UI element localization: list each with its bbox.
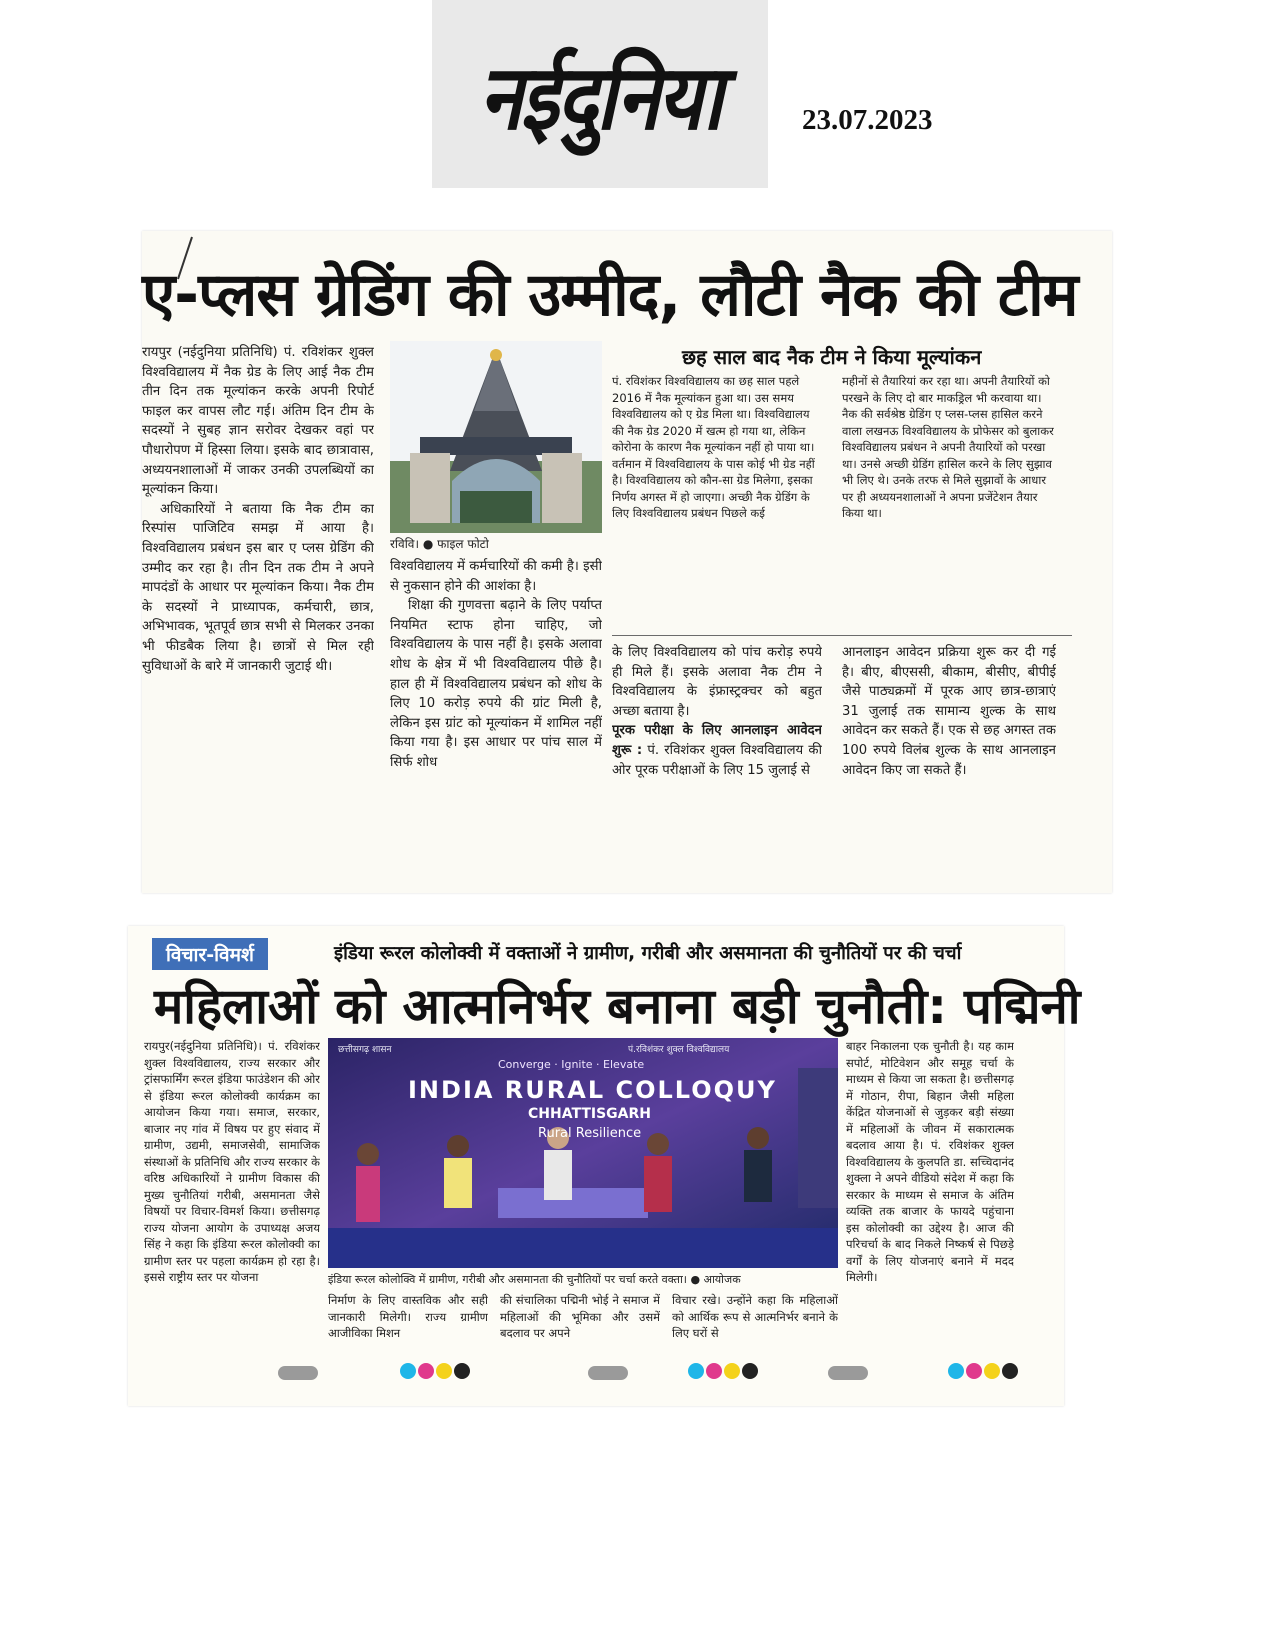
reg-dot-magenta	[966, 1363, 982, 1379]
banner-title: INDIA RURAL COLLOQUY	[408, 1076, 777, 1104]
article2-kicker: इंडिया रूरल कोलोक्वी में वक्ताओं ने ग्रामीण, गरीबी और असमानता की चुनौतियों पर की चर्चा	[334, 943, 962, 964]
news-clipping-naac	[142, 231, 1112, 893]
article1-box-heading: छह साल बाद नैक टीम ने किया मूल्यांकन	[682, 345, 982, 369]
article2-right-col: बाहर निकालना एक चुनौती है। यह काम सपोर्ट, मोटिवेशन और समूह चर्चा के माध्यम से किया जा सकता है। छत्तीसगढ़ में गोठान, रीपा, बिहान जैसी महिला केंद्रित योजनाओं से जुड़कर बड़ी संख्या में महिलाओं के जीवन में सकारात्मक बदलाव आया है। पं. रविशंकर शुक्ल विश्वविद्यालय के कुलपति डा. सच्चिदानंद शुक्ला ने अपने वीडियो संदेश में कहा कि सरकार के माध्यम से समाज के अंतिम व्यक्ति तक बाजार के फायदे पहुंचाना इस कोलोक्वी का उद्देश्य है। आज की परिचर्चा के बाद निकले निष्कर्ष से पिछड़े वर्गों के लिए योजनाएं बनाने में मदद मिलेगी।	[846, 1039, 1014, 1284]
news-clipping-colloquy	[128, 926, 1081, 1406]
banner-tagline: Converge · Ignite · Elevate	[498, 1058, 645, 1071]
article2-bottom-col3: विचार रखे। उन्होंने कहा कि महिलाओं को आर्थिक रूप से आत्मनिर्भर बनाने के लिए घरों से	[672, 1293, 838, 1340]
article2-bottom-col1: निर्माण के लिए वास्तविक और सही जानकारी मिलेगी। राज्य ग्रामीण आजीविका मिशन	[328, 1293, 488, 1340]
masthead-title: नईदुनिया	[479, 46, 721, 151]
reg-dot-cyan	[688, 1363, 704, 1379]
print-mark	[278, 1366, 318, 1380]
color-registration-mark	[400, 1363, 470, 1379]
article1-headline: ए-प्लस ग्रेडिंग की उम्मीद, लौटी नैक की टीम	[142, 260, 1078, 330]
reg-dot-yellow	[984, 1363, 1000, 1379]
reg-dot-black	[454, 1363, 470, 1379]
print-mark	[588, 1366, 628, 1380]
article1-col2-para1: विश्वविद्यालय में कर्मचारियों की कमी है। इसी से नुकसान होने की आशंका है।	[390, 559, 602, 594]
article1-col1-para1: रायपुर (नईदुनिया प्रतिनिधि) पं. रविशंकर शुक्ल विश्वविद्यालय में नैक ग्रेड के लिए आई नैक टीम तीन दिन तक मूल्यांकन करके अपनी रिपोर्ट फाइल कर वापस लौट गई। अंतिम दिन टीम के सदस्यों ने सुबह ज्ञान सरोवर देखकर वहां पर पौधारोपण में हिस्सा लिया। इसके बाद छात्रावास, अध्ययनशालाओं में जाकर उनकी उपलब्धियों का मूल्यांकन किया।	[142, 345, 374, 498]
article2-headline: महिलाओं को आत्मनिर्भर बनाना बड़ी चुनौती: पद्मिनी	[154, 978, 1081, 1035]
article1-box-col1: पं. रविशंकर विश्वविद्यालय का छह साल पहले 2016 में नैक मूल्यांकन हुआ था। उस समय विश्वविद्यालय को ए ग्रेड मिला था। विश्वविद्यालय की नैक ग्रेड 2020 में खत्म हो गया था, लेकिन कोरोना के कारण नैक मूल्यांकन नहीं हो पाया था। वर्तमान में विश्वविद्यालय के पास कोई भी ग्रेड नहीं है। विश्वविद्यालय को कौन-सा ग्रेड मिलेगा, इसका निर्णय अगस्त में हो जाएगा। अच्छी नैक ग्रेडिंग के लिए विश्वविद्यालय प्रबंधन पिछले कई	[612, 374, 815, 520]
article2-photo-caption: इंडिया रूरल कोलोक्वि में ग्रामीण, गरीबी और असमानता की चुनौतियों पर चर्चा करते वक्ता। ● आयोजक	[328, 1273, 741, 1286]
article1-col2-para2: शिक्षा की गुणवत्ता बढ़ाने के लिए पर्याप्त नियमित स्टाफ होना चाहिए, जो विश्वविद्यालय के पास नहीं है। इसके अलावा शोध के क्षेत्र में भी विश्वविद्यालय पीछे है। हाल ही में विश्वविद्यालय प्रबंधन को शोध के लिए 10 करोड़ रुपये की ग्रांट मिली है, लेकिन इस ग्रांट को मूल्यांकन में शामिल नहीं किया गया है। इस आधार पर पांच साल में सिर्फ शोध	[390, 598, 602, 770]
article1-col3-subhead: पूरक परीक्षा के लिए आनलाइन आवेदन शुरू :	[612, 723, 822, 758]
article1-col3-para: के लिए विश्वविद्यालय को पांच करोड़ रुपये ही मिले हैं। इसके अलावा नैक टीम ने विश्वविद्यालय के इंफ्रास्ट्रक्चर को बहुत अच्छा बताया है।	[612, 645, 822, 719]
article2-bottom-col2: की संचालिका पद्मिनी भोई ने समाज में महिलाओं की भूमिका और उसमें बदलाव पर अपने	[500, 1293, 660, 1340]
reg-dot-yellow	[436, 1363, 452, 1379]
article1-box-col2: महीनों से तैयारियां कर रहा था। अपनी तैयारियों को परखने के लिए दो बार माकड्रिल भी करवाया था। नैक की सर्वश्रेष्ठ ग्रेडिंग ए प्लस-प्लस हासिल करने वाला लखनऊ विश्वविद्यालय के प्रोफेसर को बुलाकर विश्वविद्यालय प्रबंधन ने अपनी तैयारियों को परखा था। उनसे अच्छी ग्रेडिंग हासिल करने के लिए सुझाव भी लिए थे। उनके तरफ से मिले सुझावों के आधार पर ही अध्ययनशालाओं ने अपना प्रजेंटेशन तैयार किया था।	[842, 374, 1054, 520]
color-registration-mark	[688, 1363, 758, 1379]
article1-col1-para2: अधिकारियों ने बताया कि नैक टीम का रिस्पांस पाजिटिव समझ में आया है। विश्वविद्यालय प्रबंधन इस बार ए प्लस ग्रेडिंग की उम्मीद कर रहा है। तीन दिन तक टीम ने अपने मापदंडों के आधार पर मूल्यांकन किया। नैक टीम के सदस्यों ने प्राध्यापक, कर्मचारी, छात्र, अभिभावक, भूतपूर्व छात्र सभी से मिलकर उनका भी फीडबैक लिया है। छात्रों से मिल रही सुविधाओं के बारे में जानकारी जुटाई थी।	[142, 501, 374, 674]
section-tag: विचार-विमर्श	[152, 938, 268, 970]
article1-col3	[612, 643, 822, 883]
banner-sub: CHHATTISGARH	[528, 1106, 651, 1122]
colloquy-event-photo	[328, 1038, 838, 1268]
article2-col1: रायपुर(नईदुनिया प्रतिनिधि)। पं. रविशंकर शुक्ल विश्वविद्यालय, राज्य सरकार और ट्रांसफार्मिंग रूरल इंडिया फाउंडेशन की ओर से इंडिया रूरल कोलोक्वी कार्यक्रम का आयोजन किया गया। समाज, सरकार, बाजार नए गांव में विषय पर हुए संवाद में ग्रामीण, उद्यमी, समाजसेवी, सामाजिक संस्थाओं के प्रतिनिधि और राज्य सरकार के वरिष्ठ अधिकारियों ने ग्रामीण विकास की मुख्य चुनौतियां गरीबी, असमानता जैसे विषयों पर विचार-विमर्श किया। छत्तीसगढ़ राज्य योजना आयोग के उपाध्यक्ष अजय सिंह ने कहा कि इंडिया रूरल कोलोक्वी का ग्रामीण स्तर पर पहला कार्यक्रम हो रहा है। इससे राष्ट्रीय स्तर पर योजना	[144, 1039, 320, 1284]
article1-col4: आनलाइन आवेदन प्रक्रिया शुरू कर दी गई है। बीए, बीएससी, बीकाम, बीसीए, बीपीई जैसे पाठ्यक्रमों में पूरक आए छात्र-छात्राएं 31 जुलाई तक सामान्य शुल्क के साथ आवेदन कर सकते हैं। एक से छह अगस्त तक 100 रुपये विलंब शुल्क के साथ आनलाइन आवेदन किए जा सकते हैं।	[842, 645, 1056, 778]
university-gate-photo	[390, 341, 602, 533]
publication-date: 23.07.2023	[802, 104, 933, 136]
reg-dot-yellow	[724, 1363, 740, 1379]
reg-dot-magenta	[706, 1363, 722, 1379]
box-divider	[612, 635, 1072, 636]
color-registration-mark	[948, 1363, 1018, 1379]
reg-dot-cyan	[948, 1363, 964, 1379]
print-mark	[828, 1366, 868, 1380]
article1-photo-caption: रविवि। ● फाइल फोटो	[390, 537, 489, 551]
newspaper-masthead	[432, 0, 768, 188]
banner-sub2: Rural Resilience	[538, 1126, 642, 1141]
reg-dot-black	[1002, 1363, 1018, 1379]
banner-top-right: पं.रविशंकर शुक्ल विश्वविद्यालय	[628, 1045, 730, 1055]
banner-top-left: छत्तीसगढ़ शासन	[338, 1045, 392, 1055]
article1-col2	[390, 557, 602, 883]
article1-col1	[142, 343, 374, 883]
article1-col3-rest: पं. रविशंकर शुक्ल विश्वविद्यालय की ओर पूरक परीक्षाओं के लिए 15 जुलाई से	[612, 742, 822, 778]
reg-dot-black	[742, 1363, 758, 1379]
reg-dot-magenta	[418, 1363, 434, 1379]
reg-dot-cyan	[400, 1363, 416, 1379]
